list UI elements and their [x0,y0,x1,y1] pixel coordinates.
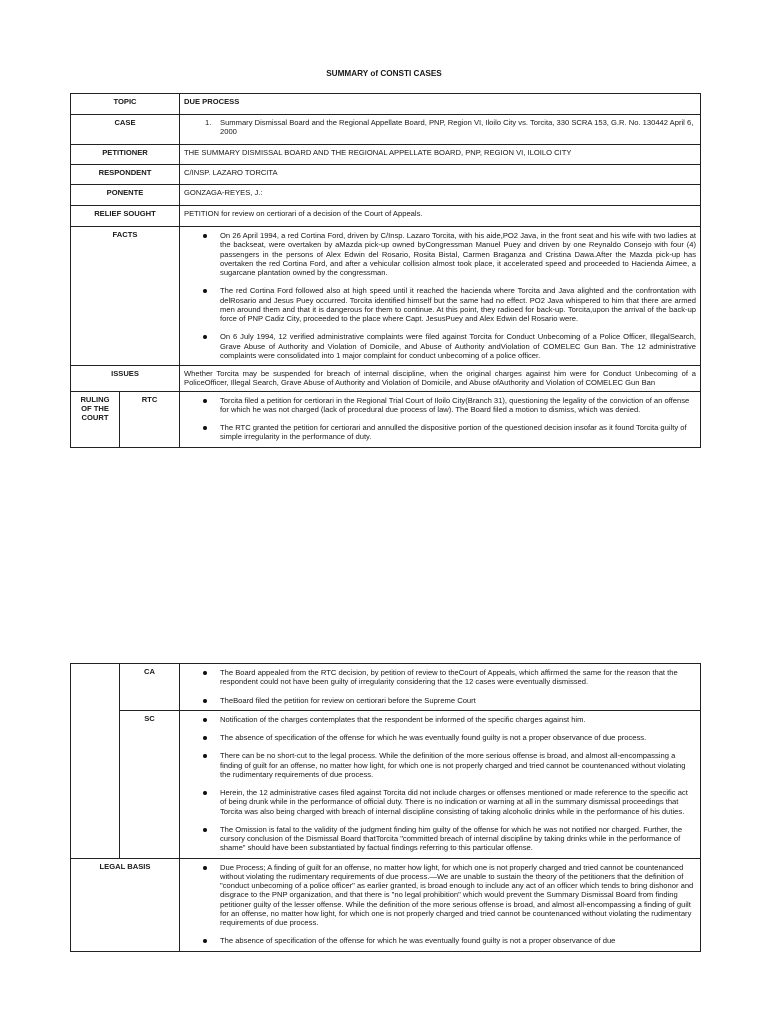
sc-item: Herein, the 12 administrative cases filed against Torcita did not include charges or offenses mentioned or made reference to the specific act of being drunk while in the performance of official duty. There is no indication or warning at all in the summary dismissal proceedings that Torcita was also being charged with breach of internal discipline consisting of taking alcoholic drinks while in the performance of his duties. [220,788,696,816]
label-ponente: PONENTE [71,185,180,206]
label-ca: CA [120,664,180,711]
case-summary-table [70,93,701,448]
row-topic [71,94,701,115]
value-legal-basis [180,858,701,951]
ruling-continuation-cell [71,664,120,859]
value-respondent: C/INSP. LAZARO TORCITA [180,165,701,185]
label-facts: FACTS [71,227,180,366]
label-sc: SC [120,710,180,858]
sc-list [184,715,696,853]
value-relief-sought: PETITION for review on certiorari of a decision of the Court of Appeals. [180,206,701,227]
case-list [184,118,696,137]
row-ruling-ca [71,664,701,711]
ca-item: The Board appealed from the RTC decision, by petition of review to theCourt of Appeals, which affirmed the same for the reason that the respondent could not have been guilty of irregularity considering that the 12 cases were eventually dismissed. [220,668,696,687]
case-text: Summary Dismissal Board and the Regional Appellate Board, PNP, Region VI, Iloilo City vs. Torcita, 330 SCRA 153, G.R. No. 130442 April 6, 2000 [220,118,694,137]
label-ruling-of-the-court: RULING OF THE COURT [71,391,120,447]
label-topic: TOPIC [71,94,180,115]
row-issues [71,366,701,392]
label-respondent: RESPONDENT [71,165,180,185]
label-petitioner: PETITIONER [71,145,180,165]
rtc-list [184,396,696,442]
value-sc [180,710,701,858]
facts-list [184,231,696,360]
page-title: SUMMARY of CONSTI CASES [326,69,442,78]
case-item [205,118,696,137]
row-ponente [71,185,701,206]
value-case [180,115,701,145]
facts-item: On 6 July 1994, 12 verified administrative complaints were filed against Torcita for Conduct Unbecoming of a Police Officer, IllegalSearch, Grave Abuse of Authority and Violation of Domicile, and Abuse of Authority andViolation of COMELEC Gun Ban. The 12 administrative complaints were consolidated into 1 major complaint for conduct unbecoming of a police officer. [220,332,697,360]
row-relief [71,206,701,227]
row-ruling-sc [71,710,701,858]
row-facts [71,227,701,366]
row-legal-basis [71,858,701,951]
row-case [71,115,701,145]
ca-item: TheBoard filed the petition for review on certiorari before the Supreme Court [220,696,696,705]
value-topic: DUE PROCESS [180,94,701,115]
label-rtc: RTC [120,391,180,447]
rtc-item: The RTC granted the petition for certiorari and annulled the dispositive portion of the questioned decision insofar as it found Torcita guilty of simple irregularity in the performance of duty. [220,423,696,442]
legal-basis-item: The absence of specification of the offense for which he was eventually found guilty is not a proper observance of due [220,936,696,945]
row-petitioner [71,145,701,165]
row-ruling-rtc [71,391,701,447]
label-issues: ISSUES [71,366,180,392]
ca-list [184,668,696,705]
sc-item: The absence of specification of the offense for which he was eventually found guilty is not a proper observance of due process. [220,733,696,742]
value-ponente: GONZAGA-REYES, J.: [180,185,701,206]
value-rtc [180,391,701,447]
value-facts [180,227,701,366]
legal-basis-item: Due Process; A finding of guilt for an offense, no matter how light, for which one is not properly charged and tried cannot be countenanced without violating the rudimentary requirements of due process.—We are unable to sustain the theory of the petitioners that the definition of "conduct unbecoming of a police officer" as earlier granted, is broad enough to include any act of an officer which tends to bring dishonor and disgrace to the PNP organization, and that there is "no legal prohibition" which would prevent the Summary Dismissal Board from finding petitioner guilty of the lesser offense. While the definition of the more serious offense is broad, and almost all-encompassing a finding of guilt for an offense, no matter how light, for which one is not properly charged and tried cannot be countenanced without violating the rudimentary requirements of due process. [220,863,696,928]
sc-item: There can be no short-cut to the legal process. While the definition of the more serious offense is broad, and almost all-encompassing a finding of guilt for an offense, no matter how light, for which one is not properly charged and tried cannot be countenanced without violating the rudimentary requirements of due process. [220,751,696,779]
facts-item: The red Cortina Ford followed also at high speed until it reached the hacienda where Torcita and Java alighted and the confrontation with delRosario and Jesus Puey occurred. Torcita identified himself but the same had no effect. PO2 Java whispered to him that there are armed men around them and that it is dangerous for them to continue. At this point, they radioed for back-up. Torcita,upon the arrival of the back-up force of PNP Cadiz City, proceeded to the place where Capt. JesusPuey and Alex Edwin del Rosario were. [220,286,697,323]
case-summary-table-continued [70,663,701,952]
label-legal-basis: LEGAL BASIS [71,858,180,951]
facts-item: On 26 April 1994, a red Cortina Ford, driven by C/Insp. Lazaro Torcita, with his aide,PO2 Java, in the front seat and his wife with two ladies at the backseat, were overtaken by aMazda pick-up owned byCongressman Manuel Puey and driven by one Reynaldo Consejo with four (4) passengers in the persons of Alex Edwin del Rosario, Rosita Bistal, Carmen Braganza and Cristina Dawa.After the Mazda pick-up has overtaken the red Cortina Ford, and after a vehicular collision almost took place, it accelerated speed and proceeded to Hacienda Aimee, a sugarcane plantation owned by the congressman. [220,231,697,277]
rtc-item: Torcita filed a petition for certiorari in the Regional Trial Court of Iloilo City(Branch 31), questioning the legality of the conviction of an offense for which he was not charged (lack of procedural due process of law). The Board filed a motion to dismiss, which was denied. [220,396,696,415]
sc-item: Notification of the charges contemplates that the respondent be informed of the specific charges against him. [220,715,696,724]
row-respondent [71,165,701,185]
value-petitioner: THE SUMMARY DISMISSAL BOARD AND THE REGIONAL APPELLATE BOARD, PNP, REGION VI, ILOILO CITY [180,145,701,165]
case-number: 1. [205,118,212,127]
value-issues: Whether Torcita may be suspended for breach of internal discipline, when the original charges against him were for Conduct Unbecoming of a PoliceOfficer, Illegal Search, Grave Abuse of Authority and Violation of Domicile, and Abuse ofAuthority and Violation of COMELEC Gun Ban [180,366,701,392]
legal-basis-list [184,863,696,946]
sc-item: The Omission is fatal to the validity of the judgment finding him guilty of the offense for which he was not notified nor charged. Further, the cursory conclusion of the Dismissal Board thatTorcita "committed breach of internal discipline by taking drinks while in the performance of shame" should have been substantiated by factual findings referring to this particular offense. [220,825,696,853]
value-ca [180,664,701,711]
label-case: CASE [71,115,180,145]
label-relief-sought: RELIEF SOUGHT [71,206,180,227]
